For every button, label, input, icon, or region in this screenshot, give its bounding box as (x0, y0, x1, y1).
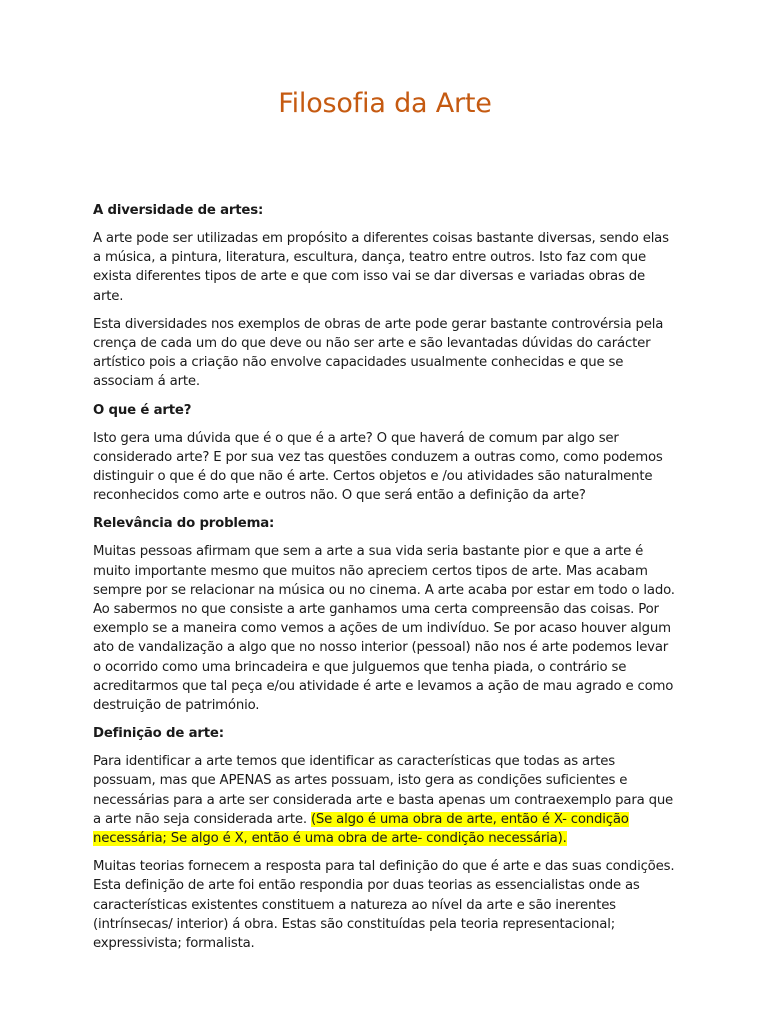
section-relevancia (93, 514, 677, 715)
paragraph: Isto gera uma dúvida que é o que é a arte? O que haverá de comum par algo ser considerado arte? E por sua vez tas questões conduzem a outras como, como podemos distinguir o que é do que não é arte. Certos objetos e /ou atividades são naturalmente reconhecidos como arte e outros não. O que será então a definição da arte? (93, 430, 663, 504)
section-heading: O que é arte? (93, 402, 192, 418)
paragraph: Muitas teorias fornecem a resposta para tal definição do que é arte e das suas condições. Esta definição de arte foi então respondia por duas teorias as essencialistas onde as características existentes constituem a natureza ao nível da arte e são inerentes (intrínsecas/ interior) á obra. Estas são constituídas pela teoria representacional; expressivista; formalista. (93, 859, 675, 952)
section-heading: Relevância do problema: (93, 516, 275, 532)
definition-text: Para identificar a arte temos que identificar as características que todas as artes possuam, mas que APENAS as artes possuam, isto gera as condições suficientes e necessárias para a arte ser considerada arte e basta apenas um contraexemplo para que a arte não seja considerada arte. (93, 754, 674, 827)
section-definicao (93, 724, 677, 953)
section-o-que-e-arte (93, 401, 677, 506)
document-page (93, 88, 677, 962)
paragraph-definition (93, 752, 677, 848)
section-heading: A diversidade de artes: (93, 203, 264, 218)
paragraph: Muitas pessoas afirmam que sem a arte a sua vida seria bastante pior e que a arte é muito importante mesmo que muitos não apreciem certos tipos de arte. Mas acabam sempre por se relacionar na música ou no cinema. A arte acaba por estar em todo o lado. Ao sabermos no que consiste a arte ganhamos uma certa compreensão das coisas. Por exemplo se a maneira como vemos a ações de um indivíduo. Se por acaso houver algum ato de vandalização a algo que no nosso interior (pessoal) não nos é arte podemos levar o ocorrido como uma brincadeira e que julguemos que tenha piada, o contrário se acreditarmos que tal peça e/ou atividade é arte e levamos a ação de mau agrado e como destruição de património. (93, 544, 675, 714)
paragraph: Esta diversidades nos exemplos de obras de arte pode gerar bastante controvérsia pela crença de cada um do que deve ou não ser arte e são levantadas dúvidas do carácter artístico pois a criação não envolve capacidades usualmente conhecidas e que se associam á arte. (93, 316, 664, 390)
section-diversidade (93, 201, 677, 392)
paragraph: A arte pode ser utilizadas em propósito a diferentes coisas bastante diversas, sendo elas a música, a pintura, literatura, escultura, dança, teatro entre outros. Isto faz com que exista diferentes tipos de arte e que com isso vai se dar diversas e variadas obras de arte. (93, 231, 669, 304)
section-heading: Definição de arte: (93, 726, 224, 742)
document-title: Filosofia da Arte (278, 88, 492, 119)
highlighted-text: (Se algo é uma obra de arte, então é X- condição necessária; Se algo é X, então é uma obra de arte- condição necessária). (93, 811, 629, 847)
